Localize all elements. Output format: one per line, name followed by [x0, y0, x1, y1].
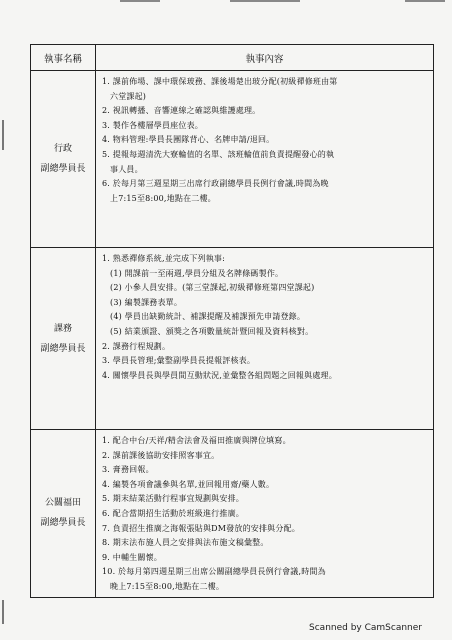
duty-item: 1. 熟悉禪修系統,並完成下列執事: — [102, 254, 226, 263]
duty-item: 晚上7:15至8:00,地點在二樓。 — [110, 581, 225, 591]
duty-item: 9. 中輔生關懷。 — [102, 552, 162, 562]
duty-item: 3. 製作各樓層學員座位表。 — [102, 120, 203, 130]
role-title: 副總學員長 — [40, 164, 86, 174]
table-header-row — [31, 45, 434, 71]
table-row — [31, 71, 434, 248]
duty-item: (5) 結業頒證、頒獎之各項數量統計暨回報及資料核對。 — [110, 326, 314, 336]
duty-item: 4. 編製各項會議參與名單,並回報用齋/藥人數。 — [102, 479, 275, 489]
duty-item: 4. 關懷學員長與學員間互動狀況,並彙整各組問題之回報與處理。 — [102, 370, 337, 380]
duty-item: 1. 配合中台/天祥/精舍法會及福田推廣與牌位填寫。 — [102, 436, 291, 445]
header-duty-content: 執事內容 — [96, 45, 434, 71]
scan-edge-mark — [120, 0, 160, 2]
duty-item: 8. 期末法布施人員之安排與法布施文稿彙整。 — [102, 538, 269, 548]
duty-item: 5. 提報每週清洗大寮輪值的名單、該班輪值前負責提醒發心的執 — [102, 149, 335, 159]
duty-item: 2. 課前課後協助安排照客事宜。 — [102, 450, 220, 460]
duty-item: 上7:15至8:00,地點在二樓。 — [110, 193, 216, 203]
duty-item: (1) 開課前一至兩週,學員分組及名牌條碼製作。 — [110, 268, 284, 278]
header-duty-name: 執事名稱 — [31, 45, 96, 71]
role-cell — [31, 248, 96, 430]
duty-content-cell — [96, 248, 434, 430]
duty-item: 2. 課務行程規劃。 — [102, 341, 171, 351]
role-name: 公關福田 — [44, 498, 81, 509]
scan-side-mark — [2, 600, 4, 624]
duty-item: (2) 小參人員安排。(第三堂課起,初級禪修班第四堂課起) — [110, 283, 315, 293]
duty-item: 六堂課起) — [110, 91, 147, 101]
duty-item: (4) 學員出缺勤統計、補課提醒及補課預先申請登錄。 — [110, 312, 306, 322]
role-cell — [31, 71, 96, 248]
role-cell — [31, 430, 96, 598]
scan-side-mark — [2, 120, 4, 150]
duty-item: 4. 物料管理:學員長團隊背心、名牌申請/退回。 — [102, 135, 275, 145]
duty-item: 6. 配合當期招生活動於班級進行推廣。 — [102, 508, 244, 518]
duty-content-cell — [96, 71, 434, 248]
duty-item: 1. 課前佈場、課中環保玻務、課後場楚出玻分配(初級禪修班由第 — [102, 77, 338, 86]
duty-item: (3) 編製課務表單。 — [110, 297, 183, 307]
duty-content-cell — [96, 430, 434, 598]
scan-edge-mark — [230, 0, 300, 2]
duty-item: 10. 於每月第四週星期三出席公關副總學員長例行會議,時間為 — [102, 567, 326, 577]
role-name: 課務 — [53, 323, 72, 334]
role-name: 行政 — [53, 144, 72, 154]
duty-item: 2. 視訊轉播、音響連線之確認與維護處理。 — [102, 106, 261, 116]
role-title: 副總學員長 — [40, 343, 86, 354]
table-row — [31, 430, 434, 598]
duty-item: 3. 學員長管理;彙整副學員長提報評核表。 — [102, 356, 256, 366]
duty-item: 7. 負責招生推廣之海報張貼與DM發放的安排與分配。 — [102, 523, 300, 533]
role-title: 副總學員長 — [40, 518, 86, 529]
table-row — [31, 248, 434, 430]
duty-item: 6. 於每月第三週星期三出席行政副總學員長例行會議,時間為晚 — [102, 179, 329, 189]
scanner-watermark: Scanned by CamScanner — [309, 623, 422, 633]
scan-edge-mark — [405, 0, 445, 2]
duty-item: 3. 膏務回報。 — [102, 465, 154, 475]
duty-table — [30, 44, 434, 598]
duty-item: 5. 期末結業活動行程事宜規劃與安排。 — [102, 494, 244, 504]
duty-item: 事人員。 — [110, 164, 143, 174]
